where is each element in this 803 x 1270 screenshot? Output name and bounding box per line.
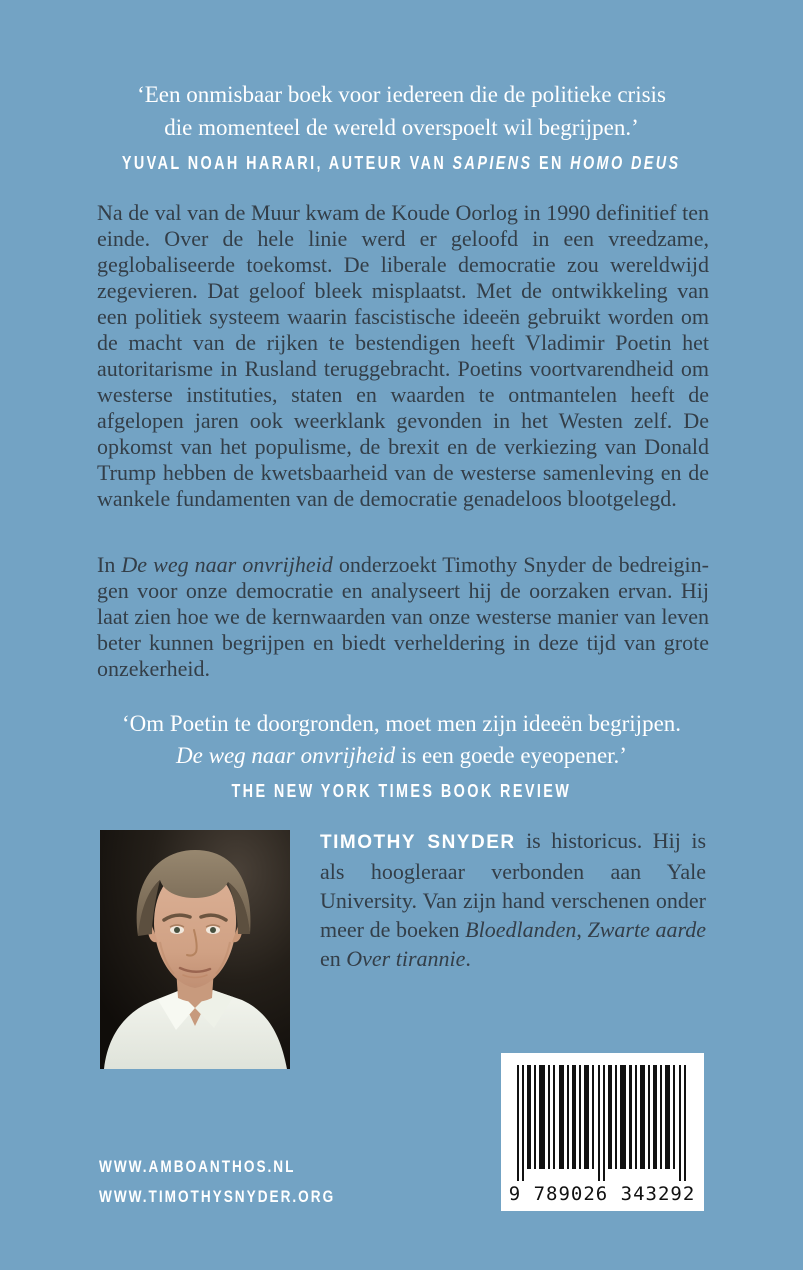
review-quote-line2 <box>0 740 803 772</box>
review-attribution: THE NEW YORK TIMES BOOK REVIEW <box>231 781 572 801</box>
author-portrait-image <box>100 830 290 1069</box>
bio-text-1: is historicus. Hij is als hoogleraar verbonden aan Yale University. Van zijn hand verschenen onder meer de boeken <box>320 828 707 942</box>
synopsis <box>97 200 709 682</box>
synopsis-paragraph-2 <box>97 552 709 682</box>
bio-end: . <box>465 946 471 971</box>
book-title-bloedlanden: Bloedlanden <box>465 917 577 942</box>
attribution-prefix: YUVAL NOAH HARARI, AUTEUR VAN <box>122 153 453 173</box>
book-title-de-weg-naar-onvrijheid: De weg naar onvrijheid <box>121 552 333 577</box>
barcode-bars <box>501 1053 704 1211</box>
endorsement-quote <box>0 78 803 174</box>
website-amboanthos: WWW.AMBOANTHOS.NL <box>99 1157 296 1176</box>
paragraph2-rest: onderzoekt Timothy Snyder de bedreigingen voor onze democratie en analyseert hij de oorzaken ervan. Hij laat zien hoe we de kernwaarden van onze westerse manier van leven beter kunnen begrijpen en biedt verheldering in deze tijd van grote onzekerheid. <box>97 552 709 681</box>
endorsement-quote-line1: ‘Een onmisbaar boek voor iedereen die de politieke crisis <box>137 82 666 107</box>
isbn-number: 9 789026 343292 <box>508 1183 696 1205</box>
bio-separator-1: , <box>576 917 588 942</box>
author-photo <box>100 830 290 1069</box>
endorsement-attribution <box>0 153 803 174</box>
bio-separator-2: en <box>320 946 347 971</box>
footer-websites <box>99 1152 394 1212</box>
author-bio <box>320 826 706 973</box>
website-timothysnyder: WWW.TIMOTHYSNYDER.ORG <box>99 1187 336 1206</box>
endorsement-quote-line2: die momenteel de wereld overspoelt wil begrijpen.’ <box>164 115 639 140</box>
book-title-sapiens: SAPIENS <box>452 153 533 173</box>
book-title-over-tirannie: Over tirannie <box>346 946 466 971</box>
author-name: TIMOTHY SNYDER <box>320 832 516 853</box>
paragraph2-prefix: In <box>97 552 122 577</box>
author-section <box>100 826 706 973</box>
review-line2-rest: is een goede eyeopener.’ <box>395 743 627 768</box>
book-title-homo-deus: HOMO DEUS <box>570 153 681 173</box>
synopsis-paragraph-1: Na de val van de Muur kwam de Koude Oorlog in 1990 definitief ten einde. Over de hele linie werd er geloofd in een vreedzame, geglobaliseerde toekomst. De liberale democratie zou wereldwijd zegevieren. Dat geloof bleek misplaatst. Met de ontwikkeling van een politiek systeem waarin fascistische ideeën gebruikt worden om de macht van de rijken te bestendigen heeft Vladimir Poetin het autoritarisme in Rusland teruggebracht. Poetins voortvarendheid om westerse instituties, staten en waarden te ontmantelen heeft de afgelopen jaren ook weerklank gevonden in het Westen zelf. De opkomst van het populisme, de brexit en de verkiezing van Donald Trump hebben de kwetsbaarheid van de westerse samenleving en de wankele fundamenten van de democratie genadeloos blootgelegd. <box>97 200 709 511</box>
review-quote-line1: ‘Om Poetin te doorgronden, moet men zijn ideeën begrijpen. <box>121 711 682 736</box>
attribution-connector: EN <box>532 153 571 173</box>
isbn-barcode <box>501 1053 704 1211</box>
review-book-title: De weg naar onvrijheid <box>176 743 396 768</box>
review-quote <box>0 708 803 802</box>
book-title-zwarte-aarde: Zwarte aarde <box>587 917 707 942</box>
